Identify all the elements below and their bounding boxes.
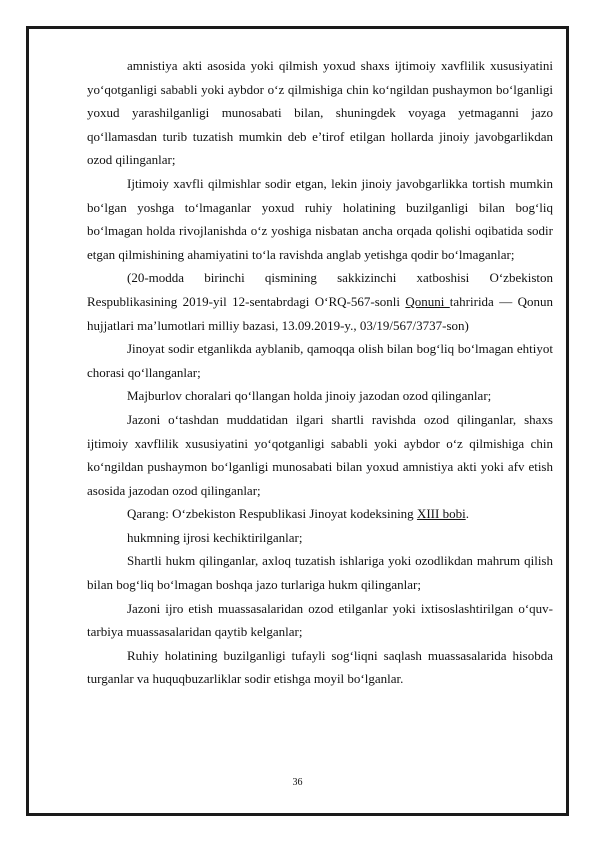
paragraph-ruhiy-holati: Ruhiy holatining buzilganligi tufayli sog‘liqni saqlash muassasalarida hisobda turganlar va huquqbuzarliklar sodir etishga moyil bo‘lganlar. [87, 647, 553, 687]
amendment-note-tail: tahririda — Qonun hujjatlari ma’lumotlari milliy bazasi, 13.09.2019-y., 03/19/567/3737-son) [87, 293, 554, 333]
page-number: 36 [292, 777, 303, 788]
xiii-bobi-link[interactable]: XIII bobi [416, 506, 466, 522]
paragraph-shartli-hukm: Shartli hukm qilinganlar, axloq tuzatish ishlariga yoki ozodlikdan mahrum qilish bilan bog‘liq bo‘lmagan boshqa jazo turlariga hukm qilinganlar; [87, 553, 553, 593]
qarang-text: Qarang: O‘zbekiston Respublikasi Jinoyat kodeksining [127, 506, 417, 522]
paragraph-qarang [87, 502, 553, 526]
paragraph-jazoni-otashdan: Jazoni o‘tashdan muddatidan ilgari shartli ravishda ozod qilinganlar, shaxs ijtimoiy xavflilik xususiyatini yo‘qotganligi sababli yoki aybdor o‘z qilmishiga chin ko‘ngildan pushaymon bo‘lganligi munosabati bilan yoxud amnistiya akti yoki afv etish asosida jazodan ozod qilinganlar; [87, 411, 553, 498]
paragraph-hukmning-ijrosi: hukmning ijrosi kechiktirilganlar; [127, 529, 303, 545]
paragraph-ehtiyot-chorasi: Jinoyat sodir etganlikda ayblanib, qamoqqa olish bilan bog‘liq bo‘lmagan ehtiyot chorasi qo‘llanganlar; [87, 341, 553, 380]
qarang-tail: . [465, 506, 469, 522]
paragraph-jazoni-ijro: Jazoni ijro etish muassasalaridan ozod etilganlar yoki ixtisoslashtirilgan o‘quv-tarbiya muassasalaridan qaytib kelganlar; [87, 600, 553, 640]
paragraph-amendment-note [87, 266, 553, 337]
paragraph-majburlov: Majburlov choralari qo‘llangan holda jinoiy jazodan ozod qilinganlar; [127, 388, 492, 404]
amendment-note-text: (20-modda birinchi qismining sakkizinchi xatboshisi O‘zbekiston Respublikasining 2019-yil 12-sentabrdagi O‘RQ-567-sonli [87, 270, 553, 309]
qonuni-link[interactable]: Qonuni [405, 293, 450, 309]
document-body [87, 54, 553, 691]
paragraph-amnistiya: amnistiya akti asosida yoki qilmish yoxud shaxs ijtimoiy xavflilik xususiyatini yo‘qotganligi sababli yoki aybdor o‘z qilmishiga chin ko‘ngildan pushaymon bo‘lganligi yoxud yarashilganligi munosabati bilan, shuningdek voyaga yetmaganni jazo qo‘llamasdan turib tuzatish mumkin deb e’tirof etilgan hollarda jinoiy javobgarlikdan ozod qilinganlar; [87, 58, 553, 168]
paragraph-ijtimoiy-xavfli: Ijtimoiy xavfli qilmishlar sodir etgan, lekin jinoiy javobgarlikka tortish mumkin bo‘lgan yoshga to‘lmaganlar yoxud ruhiy holatining buzilganligi bilan bog‘liq bo‘lmagan holda rivojlanishda o‘z yoshiga nisbatan ancha orqada qolishi oqibatida sodir etgan qilmishining ahamiyatini to‘la ravishda anglab yetishga qodir bo‘lmaganlar; [87, 175, 553, 262]
